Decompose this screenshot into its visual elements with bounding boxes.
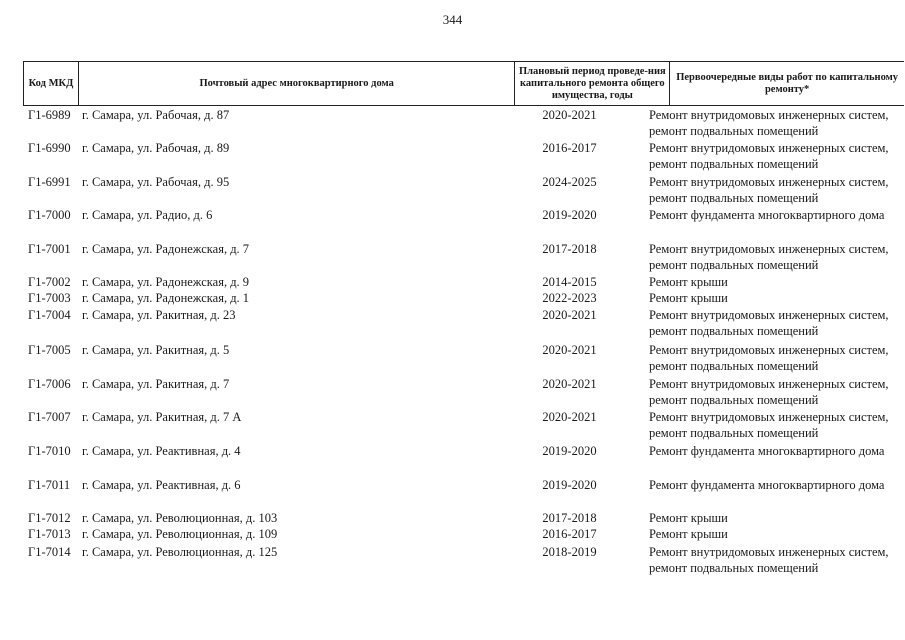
cell-works-line: Ремонт фундамента многоквартирного дома: [649, 478, 885, 492]
cell-period: 2019-2020: [542, 444, 597, 458]
cell-works-line: Ремонт внутридомовых инженерных систем,: [649, 308, 889, 322]
cell-period: 2018-2019: [542, 545, 597, 559]
cell-period: 2016-2017: [542, 527, 597, 541]
cell-works: [649, 544, 905, 576]
cell-works-line: Ремонт фундамента многоквартирного дома: [649, 444, 885, 458]
cell-period: 2024-2025: [542, 175, 597, 189]
cell-works-line: Ремонт внутридомовых инженерных систем,: [649, 141, 889, 155]
cell-works-line: Ремонт внутридомовых инженерных систем,: [649, 343, 889, 357]
page-number: 344: [442, 12, 463, 27]
cell-period: 2020-2021: [542, 343, 597, 357]
cell-address: г. Самара, ул. Рабочая, д. 87: [82, 108, 230, 122]
cell-period: 2014-2015: [542, 275, 597, 289]
cell-works: [649, 477, 905, 493]
cell-address: г. Самара, ул. Реактивная, д. 6: [82, 478, 241, 492]
cell-address: г. Самара, ул. Революционная, д. 103: [82, 511, 278, 525]
cell-works: [649, 140, 905, 172]
cell-works: [649, 526, 905, 542]
cell-period: 2020-2021: [542, 377, 597, 391]
cell-period: 2017-2018: [542, 242, 597, 256]
cell-address: г. Самара, ул. Рабочая, д. 89: [82, 141, 230, 155]
cell-code: Г1-7012: [28, 511, 71, 525]
cell-period: 2019-2020: [542, 478, 597, 492]
cell-code: Г1-7010: [28, 444, 71, 458]
cell-address: г. Самара, ул. Ракитная, д. 5: [82, 343, 230, 357]
cell-code: Г1-7006: [28, 377, 71, 391]
cell-address: г. Самара, ул. Революционная, д. 125: [82, 545, 278, 559]
cell-works: [649, 409, 905, 441]
cell-code: Г1-6991: [28, 175, 71, 189]
cell-works: [649, 307, 905, 339]
cell-works-line: ремонт подвальных помещений: [649, 324, 819, 338]
cell-code: Г1-7001: [28, 242, 71, 256]
cell-works-line: Ремонт внутридомовых инженерных систем,: [649, 108, 889, 122]
cell-address: г. Самара, ул. Рабочая, д. 95: [82, 175, 230, 189]
cell-works-line: Ремонт фундамента многоквартирного дома: [649, 208, 885, 222]
cell-code: Г1-7000: [28, 208, 71, 222]
cell-code: Г1-7014: [28, 545, 71, 559]
cell-works-line: ремонт подвальных помещений: [649, 258, 819, 272]
cell-address: г. Самара, ул. Радонежская, д. 1: [82, 291, 250, 305]
cell-works: [649, 290, 905, 306]
cell-address: г. Самара, ул. Ракитная, д. 7 А: [82, 410, 242, 424]
cell-code: Г1-7007: [28, 410, 71, 424]
cell-address: г. Самара, ул. Радио, д. 6: [82, 208, 213, 222]
cell-works: [649, 342, 905, 374]
cell-works: [649, 241, 905, 273]
cell-works: [649, 510, 905, 526]
cell-works-line: ремонт подвальных помещений: [649, 157, 819, 171]
cell-code: Г1-7013: [28, 527, 71, 541]
cell-works: [649, 274, 905, 290]
cell-works: [649, 443, 905, 459]
cell-works-line: Ремонт внутридомовых инженерных систем,: [649, 410, 889, 424]
cell-works-line: ремонт подвальных помещений: [649, 124, 819, 138]
cell-address: г. Самара, ул. Радонежская, д. 7: [82, 242, 250, 256]
cell-code: Г1-6990: [28, 141, 71, 155]
cell-works-line: Ремонт крыши: [649, 275, 728, 289]
cell-works: [649, 207, 905, 223]
cell-works-line: Ремонт крыши: [649, 527, 728, 541]
cell-period: 2017-2018: [542, 511, 597, 525]
cell-works-line: Ремонт внутридомовых инженерных систем,: [649, 377, 889, 391]
cell-code: Г1-7011: [28, 478, 71, 492]
cell-works-line: ремонт подвальных помещений: [649, 393, 819, 407]
cell-address: г. Самара, ул. Ракитная, д. 7: [82, 377, 230, 391]
cell-period: 2022-2023: [542, 291, 597, 305]
header-address: Почтовый адрес многоквартирного дома: [79, 62, 516, 105]
cell-period: 2016-2017: [542, 141, 597, 155]
cell-period: 2020-2021: [542, 308, 597, 322]
cell-works-line: ремонт подвальных помещений: [649, 561, 819, 575]
cell-works: [649, 174, 905, 206]
cell-address: г. Самара, ул. Ракитная, д. 23: [82, 308, 236, 322]
cell-works-line: Ремонт внутридомовых инженерных систем,: [649, 175, 889, 189]
cell-works-line: ремонт подвальных помещений: [649, 191, 819, 205]
cell-works-line: Ремонт крыши: [649, 511, 728, 525]
cell-works-line: ремонт подвальных помещений: [649, 359, 819, 373]
cell-code: Г1-7002: [28, 275, 71, 289]
cell-works-line: ремонт подвальных помещений: [649, 426, 819, 440]
cell-works-line: Ремонт внутридомовых инженерных систем,: [649, 545, 889, 559]
cell-works: [649, 376, 905, 408]
header-works: Первоочередные виды работ по капитальному ремонту*: [676, 71, 899, 95]
header-period: Плановый период проведе-ния капитального ремонта общего имущества, годы: [515, 62, 670, 105]
cell-works: [649, 107, 905, 139]
cell-code: Г1-7003: [28, 291, 71, 305]
cell-period: 2020-2021: [542, 108, 597, 122]
cell-address: г. Самара, ул. Реактивная, д. 4: [82, 444, 241, 458]
cell-code: Г1-7004: [28, 308, 71, 322]
cell-address: г. Самара, ул. Радонежская, д. 9: [82, 275, 250, 289]
cell-period: 2020-2021: [542, 410, 597, 424]
cell-address: г. Самара, ул. Революционная, д. 109: [82, 527, 278, 541]
cell-code: Г1-7005: [28, 343, 71, 357]
header-code: Код МКД: [24, 62, 79, 105]
cell-code: Г1-6989: [28, 108, 71, 122]
cell-works-line: Ремонт внутридомовых инженерных систем,: [649, 242, 889, 256]
cell-works-line: Ремонт крыши: [649, 291, 728, 305]
cell-period: 2019-2020: [542, 208, 597, 222]
